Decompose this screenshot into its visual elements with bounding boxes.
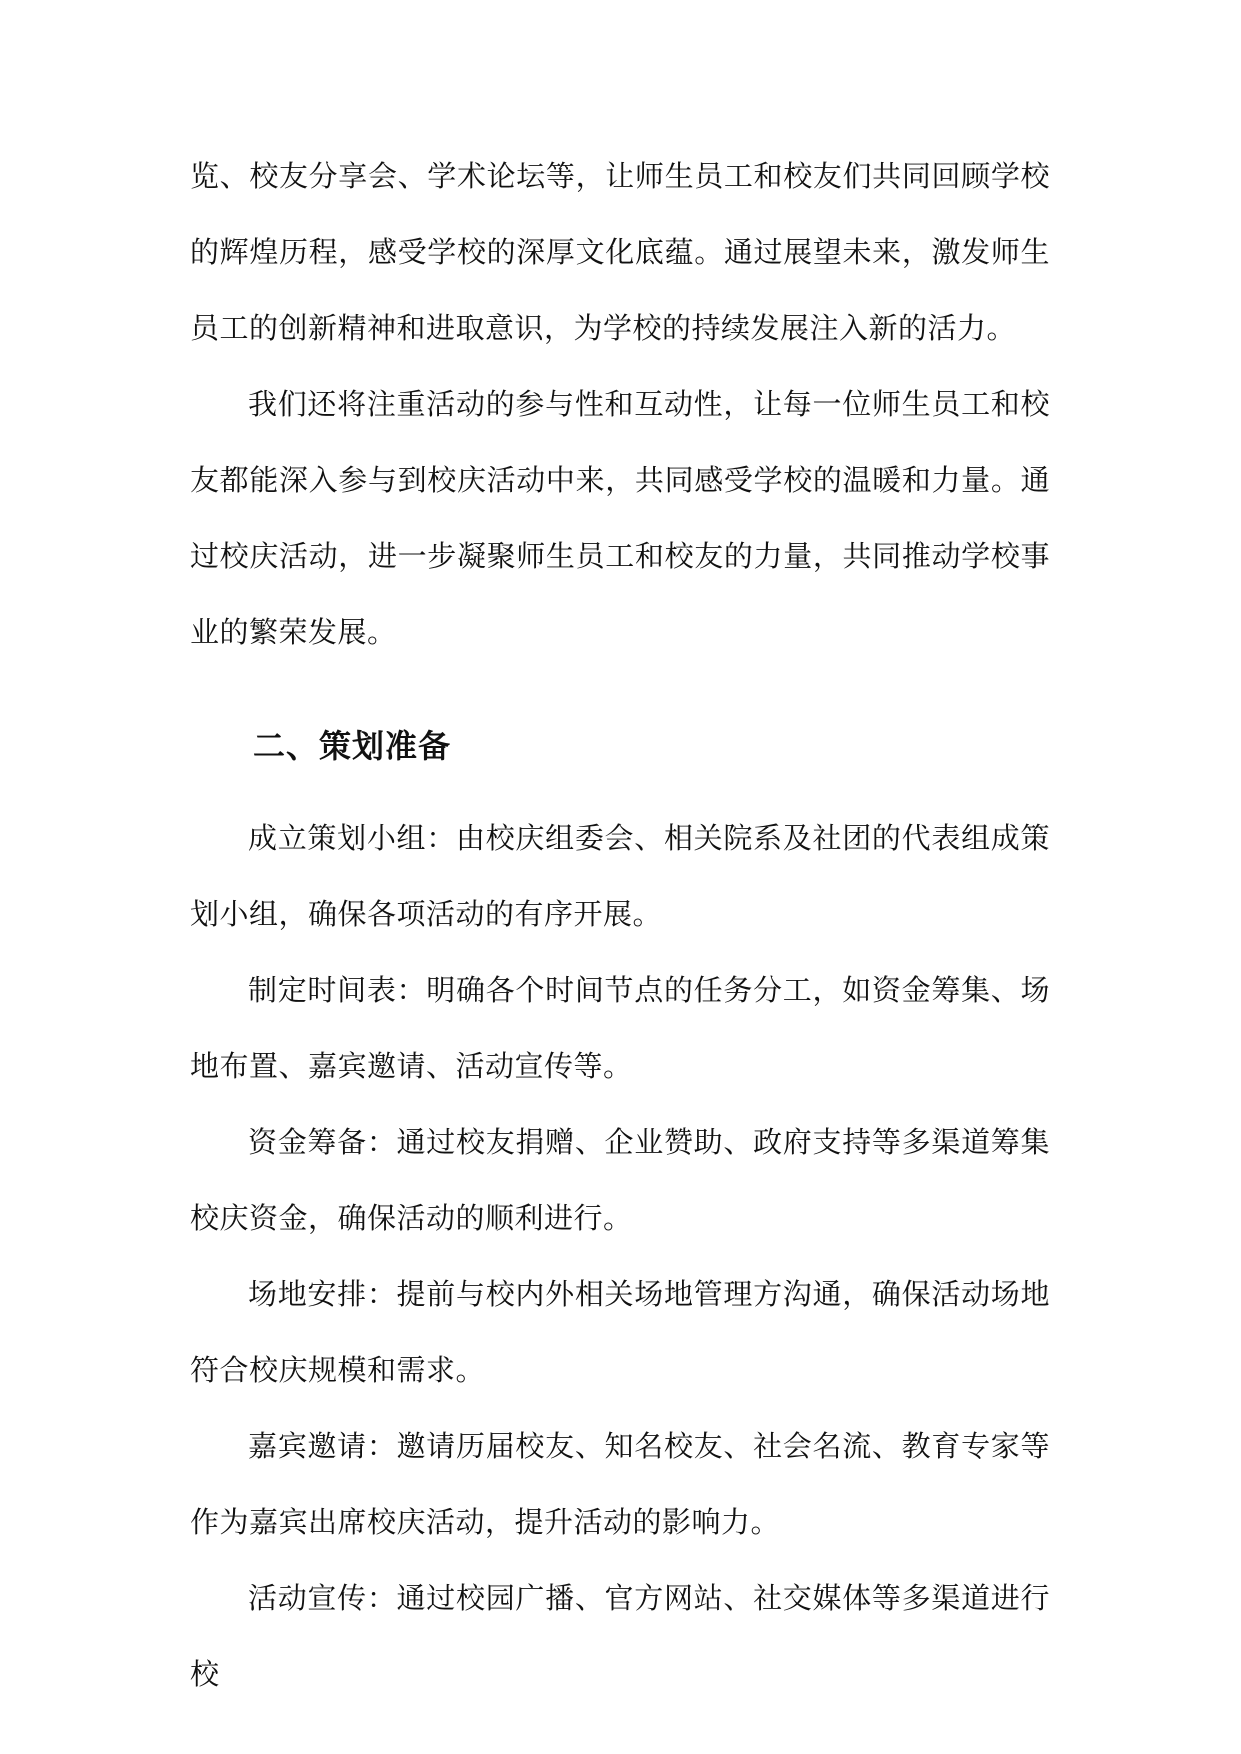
section-heading-planning: 二、策划准备 bbox=[253, 727, 452, 765]
paragraph-guests: 嘉宾邀请：邀请历届校友、知名校友、社会名流、教育专家等作为嘉宾出席校庆活动，提升活动的影响力。 bbox=[190, 1429, 1050, 1539]
paragraph-participation: 我们还将注重活动的参与性和互动性，让每一位师生员工和校友都能深入参与到校庆活动中来，共同感受学校的温暖和力量。通过校庆活动，进一步凝聚师生员工和校友的力量，共同推动学校事业的繁荣发展。 bbox=[190, 387, 1050, 649]
paragraph-venue: 场地安排：提前与校内外相关场地管理方沟通，确保活动场地符合校庆规模和需求。 bbox=[190, 1277, 1050, 1387]
document-body bbox=[190, 138, 1050, 1712]
paragraph-planning-group: 成立策划小组：由校庆组委会、相关院系及社团的代表组成策划小组，确保各项活动的有序开展。 bbox=[190, 821, 1050, 931]
paragraph-timeline: 制定时间表：明确各个时间节点的任务分工，如资金筹集、场地布置、嘉宾邀请、活动宣传等。 bbox=[190, 973, 1050, 1083]
paragraph-publicity: 活动宣传：通过校园广播、官方网站、社交媒体等多渠道进行校 bbox=[190, 1581, 1050, 1691]
paragraph-funding: 资金筹备：通过校友捐赠、企业赞助、政府支持等多渠道筹集校庆资金，确保活动的顺利进行。 bbox=[190, 1125, 1050, 1235]
paragraph-continuation: 览、校友分享会、学术论坛等，让师生员工和校友们共同回顾学校的辉煌历程，感受学校的深厚文化底蕴。通过展望未来，激发师生员工的创新精神和进取意识，为学校的持续发展注入新的活力。 bbox=[190, 159, 1050, 345]
